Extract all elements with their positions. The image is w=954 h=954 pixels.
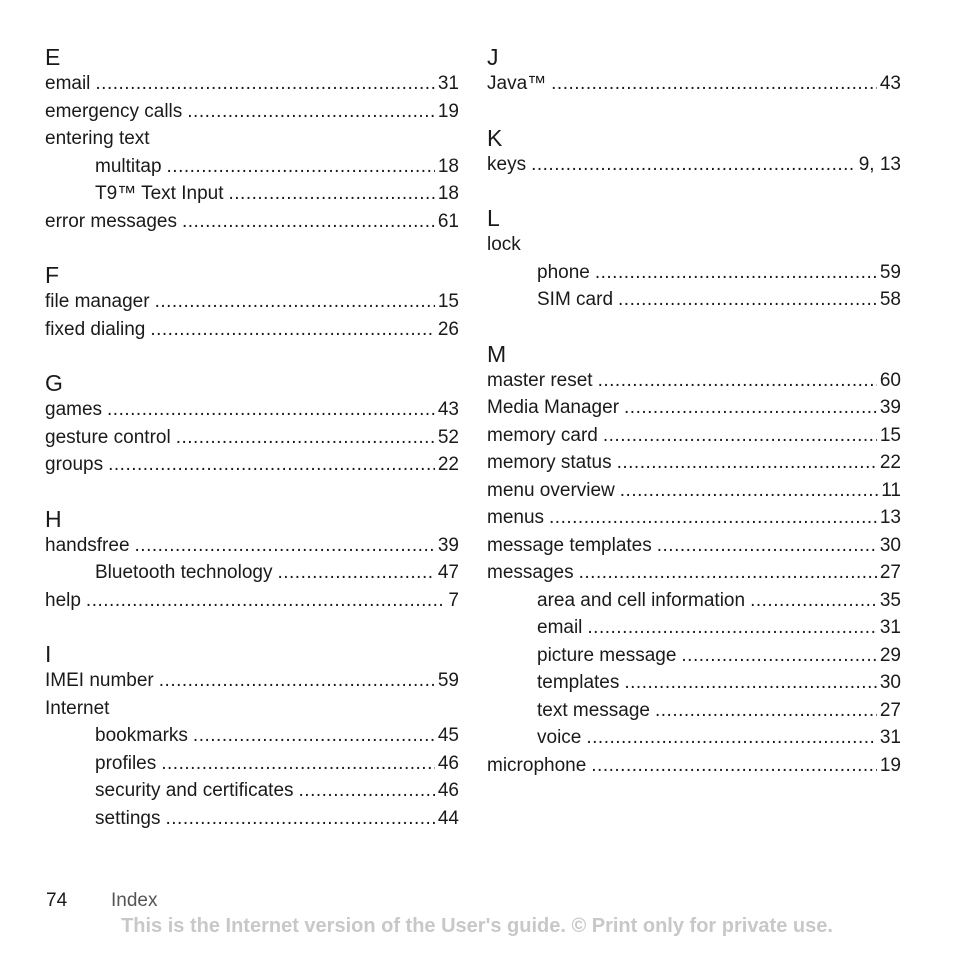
dot-leader bbox=[193, 722, 435, 750]
entry-label: emergency calls bbox=[45, 100, 183, 122]
index-entry bbox=[45, 695, 459, 723]
entry-label: picture message bbox=[537, 644, 677, 666]
index-entry bbox=[45, 316, 459, 344]
dot-leader bbox=[165, 805, 434, 833]
entry-label: error messages bbox=[45, 210, 177, 232]
index-section bbox=[45, 262, 459, 343]
index-entry bbox=[487, 559, 901, 587]
dot-leader bbox=[277, 559, 434, 587]
index-entry bbox=[45, 288, 459, 316]
section-letter: H bbox=[45, 505, 62, 532]
section-letter: I bbox=[45, 641, 52, 667]
entry-label: text message bbox=[537, 699, 650, 721]
entry-label: Internet bbox=[45, 697, 110, 719]
dot-leader bbox=[598, 367, 877, 395]
entry-page-number: 22 bbox=[437, 454, 459, 475]
entry-label: entering text bbox=[45, 128, 150, 149]
entry-label: SIM card bbox=[537, 289, 614, 310]
index-section bbox=[45, 641, 459, 832]
entry-page-number: 19 bbox=[437, 100, 459, 122]
index-entry bbox=[487, 504, 901, 532]
entry-label: memory card bbox=[487, 424, 598, 446]
dot-leader bbox=[549, 504, 877, 532]
dot-leader bbox=[135, 532, 435, 560]
dot-leader bbox=[107, 396, 435, 424]
entry-page-number: 39 bbox=[437, 534, 459, 556]
disclaimer: This is the Internet version of the User's guide. © Print only for private use. bbox=[121, 915, 833, 937]
index-entry bbox=[45, 125, 459, 153]
dot-leader bbox=[624, 669, 876, 697]
index-subentry bbox=[487, 259, 901, 287]
index-subentry bbox=[45, 180, 459, 208]
section-letter: J bbox=[487, 44, 499, 70]
dot-leader bbox=[603, 422, 877, 450]
entry-label: phone bbox=[537, 261, 590, 283]
entry-label: voice bbox=[537, 727, 582, 748]
index-entry bbox=[487, 70, 901, 98]
entry-label: messages bbox=[487, 562, 574, 583]
dot-leader bbox=[187, 98, 435, 126]
page-number: 74 bbox=[46, 890, 68, 911]
entry-page-number: 39 bbox=[879, 397, 901, 418]
index-entry bbox=[45, 70, 459, 98]
entry-label: settings bbox=[95, 807, 161, 829]
index-subentry bbox=[487, 614, 901, 642]
dot-leader bbox=[108, 451, 435, 479]
dot-leader bbox=[624, 394, 877, 422]
entry-page-number: 47 bbox=[437, 562, 459, 583]
entry-page-number: 30 bbox=[879, 672, 901, 693]
index-entry bbox=[45, 424, 459, 452]
entry-page-number: 43 bbox=[437, 399, 459, 420]
dot-leader bbox=[620, 477, 878, 505]
index-entry bbox=[45, 587, 459, 615]
index-subentry bbox=[45, 750, 459, 778]
index-entry bbox=[45, 396, 459, 424]
dot-leader bbox=[155, 288, 435, 316]
section-title: Index bbox=[111, 890, 158, 911]
entry-page-number: 43 bbox=[879, 73, 901, 94]
entry-label: keys bbox=[487, 153, 527, 175]
entry-label: security and certificates bbox=[95, 780, 294, 801]
index-entry bbox=[487, 477, 901, 505]
entry-label: Media Manager bbox=[487, 397, 620, 418]
entry-label: handsfree bbox=[45, 534, 130, 556]
entry-page-number: 7 bbox=[448, 589, 459, 611]
entry-page-number: 31 bbox=[879, 617, 901, 638]
entry-page-number: 52 bbox=[437, 426, 459, 448]
entry-label: email bbox=[45, 73, 91, 94]
index-subentry bbox=[45, 153, 459, 181]
index-subentry bbox=[45, 559, 459, 587]
dot-leader bbox=[551, 70, 877, 98]
section-letter: L bbox=[487, 205, 500, 231]
entry-label: fixed dialing bbox=[45, 318, 146, 340]
dot-leader bbox=[750, 587, 877, 615]
index-subentry bbox=[487, 669, 901, 697]
dot-leader bbox=[150, 316, 435, 344]
entry-page-number: 46 bbox=[437, 780, 459, 801]
index-entry bbox=[45, 532, 459, 560]
section-letter: G bbox=[45, 370, 63, 396]
dot-leader bbox=[586, 724, 877, 752]
index-section bbox=[487, 205, 901, 314]
entry-page-number: 60 bbox=[879, 369, 901, 391]
index-subentry bbox=[45, 722, 459, 750]
entry-label: help bbox=[45, 589, 81, 611]
index-subentry bbox=[45, 805, 459, 833]
dot-leader bbox=[655, 697, 877, 725]
index-subentry bbox=[487, 724, 901, 752]
index-entry bbox=[45, 667, 459, 695]
entry-page-number: 58 bbox=[879, 289, 901, 310]
dot-leader bbox=[531, 151, 856, 179]
dot-leader bbox=[591, 752, 877, 780]
entry-page-number: 27 bbox=[879, 699, 901, 721]
section-letter: E bbox=[45, 44, 61, 70]
index-entry bbox=[487, 367, 901, 395]
index-entry bbox=[487, 752, 901, 780]
entry-label: bookmarks bbox=[95, 725, 188, 746]
entry-page-number: 59 bbox=[437, 670, 459, 691]
entry-label: groups bbox=[45, 454, 104, 475]
index-entry bbox=[487, 422, 901, 450]
entry-page-number: 19 bbox=[879, 754, 901, 776]
index-subentry bbox=[487, 642, 901, 670]
entry-page-number: 30 bbox=[879, 534, 901, 556]
index-section bbox=[487, 44, 901, 98]
entry-page-number: 15 bbox=[437, 291, 459, 312]
entry-page-number: 26 bbox=[437, 318, 459, 340]
entry-page-number: 13 bbox=[879, 507, 901, 528]
index-section bbox=[487, 341, 901, 780]
entry-page-number: 11 bbox=[881, 479, 901, 501]
index-entry bbox=[45, 208, 459, 236]
section-letter: M bbox=[487, 340, 507, 367]
entry-label: lock bbox=[487, 234, 521, 255]
entry-label: file manager bbox=[45, 291, 150, 312]
entry-page-number: 27 bbox=[879, 562, 901, 583]
dot-leader bbox=[167, 153, 435, 181]
entry-page-number: 46 bbox=[437, 752, 459, 774]
entry-page-number: 31 bbox=[879, 727, 901, 748]
entry-label: profiles bbox=[95, 752, 157, 774]
dot-leader bbox=[617, 449, 877, 477]
entry-label: menus bbox=[487, 507, 545, 528]
entry-page-number: 59 bbox=[879, 261, 901, 283]
index-subentry bbox=[487, 587, 901, 615]
dot-leader bbox=[182, 208, 435, 236]
entry-page-number: 18 bbox=[437, 155, 459, 177]
index-entry bbox=[487, 231, 901, 259]
dot-leader bbox=[176, 424, 435, 452]
entry-page-number: 15 bbox=[879, 424, 901, 446]
index-section bbox=[45, 44, 459, 235]
entry-page-number: 31 bbox=[437, 73, 459, 94]
entry-label: multitap bbox=[95, 155, 162, 177]
entry-label: Bluetooth technology bbox=[95, 562, 273, 583]
entry-label: area and cell information bbox=[537, 589, 746, 611]
index-entry bbox=[487, 394, 901, 422]
index-entry bbox=[487, 151, 901, 179]
dot-leader bbox=[618, 286, 877, 314]
index-section bbox=[45, 506, 459, 615]
index-entry bbox=[45, 98, 459, 126]
entry-page-number: 22 bbox=[879, 452, 901, 473]
entry-label: T9™ Text Input bbox=[95, 183, 224, 204]
entry-page-number: 9, 13 bbox=[858, 153, 901, 175]
index-entry bbox=[45, 451, 459, 479]
index-subentry bbox=[45, 777, 459, 805]
entry-label: email bbox=[537, 617, 583, 638]
entry-label: microphone bbox=[487, 754, 587, 776]
dot-leader bbox=[159, 667, 435, 695]
entry-label: IMEI number bbox=[45, 670, 154, 691]
entry-label: gesture control bbox=[45, 426, 171, 448]
dot-leader bbox=[86, 587, 446, 615]
dot-leader bbox=[587, 614, 876, 642]
index-section bbox=[487, 125, 901, 179]
dot-leader bbox=[299, 777, 435, 805]
dot-leader bbox=[681, 642, 876, 670]
dot-leader bbox=[229, 180, 435, 208]
entry-label: memory status bbox=[487, 452, 612, 473]
entry-page-number: 61 bbox=[437, 210, 459, 232]
dot-leader bbox=[657, 532, 877, 560]
section-letter: F bbox=[45, 262, 60, 288]
index-subentry bbox=[487, 286, 901, 314]
dot-leader bbox=[579, 559, 877, 587]
entry-page-number: 18 bbox=[437, 183, 459, 204]
entry-page-number: 44 bbox=[437, 807, 459, 829]
entry-label: Java™ bbox=[487, 73, 547, 94]
entry-label: games bbox=[45, 399, 103, 420]
dot-leader bbox=[595, 259, 877, 287]
index-entry bbox=[487, 449, 901, 477]
index-subentry bbox=[487, 697, 901, 725]
dot-leader bbox=[95, 70, 434, 98]
entry-label: templates bbox=[537, 672, 620, 693]
entry-page-number: 45 bbox=[437, 725, 459, 746]
index-section bbox=[45, 370, 459, 479]
entry-label: master reset bbox=[487, 369, 593, 391]
entry-page-number: 35 bbox=[879, 589, 901, 611]
index-entry bbox=[487, 532, 901, 560]
entry-label: menu overview bbox=[487, 479, 615, 501]
entry-page-number: 29 bbox=[879, 644, 901, 666]
section-letter: K bbox=[487, 124, 503, 151]
index-column-left bbox=[45, 44, 459, 859]
entry-label: message templates bbox=[487, 534, 652, 556]
dot-leader bbox=[161, 750, 435, 778]
index-column-right bbox=[487, 44, 901, 806]
